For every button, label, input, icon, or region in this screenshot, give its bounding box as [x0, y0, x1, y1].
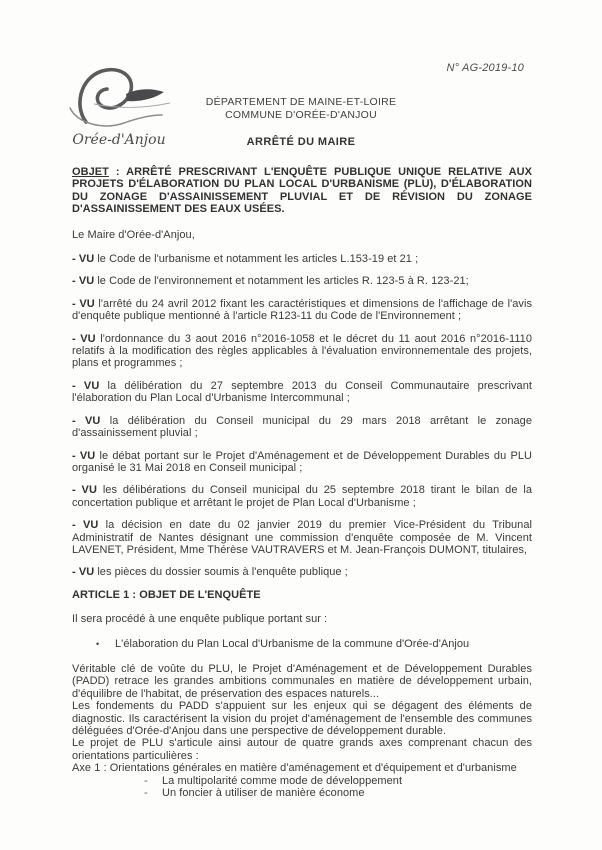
body-paragraph: Véritable clé de voûte du PLU, le Projet d'Aménagement et de Développement Durables (PADD) retrace les grandes ambitions communales en matière de développement urbain, d'équilibre de l'habitat, de préservation des espaces naturels... — [72, 662, 532, 700]
document-body — [72, 166, 532, 799]
vu-text: les pièces du dossier soumis à l'enquête publique ; — [97, 566, 348, 579]
bullet-item — [72, 638, 532, 650]
objet-label: OBJET — [72, 166, 109, 178]
vu-label: - VU — [72, 275, 95, 288]
vu-label: - VU — [72, 414, 101, 427]
doc-number: N° AG-2019-10 — [446, 62, 524, 74]
vu-item — [72, 566, 532, 578]
objet-paragraph — [72, 166, 532, 216]
document-title: ARRÊTÉ DU MAIRE — [246, 136, 356, 148]
vu-label: - VU — [72, 332, 96, 345]
vu-item — [72, 380, 532, 405]
vu-text: l'arrêté du 24 avril 2012 fixant les caractéristiques et dimensions de l'affichage de l'avis d'enquête publique mentionné à l'article R123-11 du Code de l'Environnement ; — [72, 297, 532, 323]
body-paragraph: Les fondements du PADD s'appuient sur les enjeux qui se dégagent des éléments de diagnostic. Ils caractérisent la vision du projet d'aménagement de l'ensemble des communes déléguées d'Orée-d'Anjou dans une perspective de développement durable. — [72, 700, 532, 737]
vu-label: - VU — [72, 566, 95, 579]
dash-marker: - — [144, 787, 148, 800]
vu-item — [72, 253, 532, 265]
objet-text: : ARRÊTÉ PRESCRIVANT L'ENQUÊTE PUBLIQUE UNIQUE RELATIVE AUX PROJETS D'ÉLABORATION DU PLAN LOCAL D'URBANISME (PLU), D'ÉLABORATION DU ZONAGE D'ASSAINISSEMENT PLUVIAL ET DE RÉVISION DU ZONAGE D'ASSAINISSEMENT DES EAUX USÉES. — [72, 166, 532, 216]
header-commune: COMMUNE D'ORÉE-D'ANJOU — [225, 108, 377, 121]
vu-item — [72, 298, 532, 323]
vu-text: le Code de l'environnement et notamment les articles R. 123-5 à R. 123-21; — [97, 275, 469, 288]
axe-subitem — [72, 775, 532, 787]
axe-subitem — [72, 787, 532, 799]
vu-text: le Code de l'urbanisme et notamment les articles L.153-19 et 21 ; — [97, 253, 419, 266]
vu-text: la décision en date du 02 janvier 2019 du premier Vice-Président du Tribunal Administratif de Nantes désignant une commission d'enquête composée de M. Vincent LAVENET, Président, Mme Thérèse VAUTRAVERS et M. Jean-François DUMONT, titulaires, — [72, 519, 533, 556]
article-1-intro: Il sera procédé à une enquête publique portant sur : — [72, 613, 328, 626]
document-header — [0, 96, 602, 149]
vu-item — [72, 519, 532, 556]
vu-item — [72, 484, 532, 509]
vu-text: la délibération du Conseil municipal du 29 mars 2018 arrêtant le zonage d'assainissement pluvial ; — [72, 414, 533, 440]
vu-label: - VU — [72, 379, 100, 392]
vu-item — [72, 333, 532, 370]
vu-item — [72, 275, 532, 287]
vu-text: la délibération du 27 septembre 2013 du Conseil Communautaire prescrivant l'élaboration du Plan Local d'Urbanisme Intercommunal ; — [72, 379, 532, 405]
vu-label: - VU — [72, 253, 95, 266]
dash-marker: - — [144, 774, 148, 787]
bullet-text: L'élaboration du Plan Local d'Urbanisme de la commune d'Orée-d'Anjou — [115, 637, 470, 650]
article-1-heading: ARTICLE 1 : OBJET DE L'ENQUÊTE — [72, 588, 261, 601]
vu-item — [72, 415, 532, 440]
vu-text: le débat portant sur le Projet d'Aménagement et de Développement Durables du PLU organisé le 31 Mai 2018 en Conseil municipal ; — [72, 449, 533, 474]
body-paragraph: Axe 1 : Orientations générales en matière d'aménagement et d'équipement et d'urbanisme — [72, 762, 517, 775]
body-paragraph: Le projet de PLU s'articule ainsi autour de quatre grands axes comprenant chacun des orientations particulières : — [72, 737, 532, 762]
logo-caption: Orée-d'Anjou — [72, 132, 166, 148]
vu-label: - VU — [72, 519, 99, 532]
vu-text: les délibérations du Conseil municipal du 25 septembre 2018 tirant le bilan de la concertation publique et arrêtant le projet de Plan Local d'Urbanisme ; — [72, 484, 533, 509]
subitem-text: La multipolarité comme mode de développement — [162, 774, 403, 787]
vu-item — [72, 450, 532, 475]
bullet-marker: • — [96, 638, 100, 649]
subitem-text: Un foncier à utiliser de manière économe — [162, 787, 365, 800]
vu-label: - VU — [72, 449, 96, 462]
salutation: Le Maire d'Orée-d'Anjou, — [72, 228, 195, 241]
vu-label: - VU — [72, 484, 97, 497]
header-department: DÉPARTEMENT DE MAINE-ET-LOIRE — [205, 96, 397, 108]
vu-text: l'ordonnance du 3 aout 2016 n°2016-1058 et le décret du 11 aout 2016 n°2016-1110 relatifs à la modification des règles applicables à l'évaluation environnementale des projets, plans et programmes ; — [72, 332, 533, 370]
vu-label: - VU — [72, 297, 95, 310]
